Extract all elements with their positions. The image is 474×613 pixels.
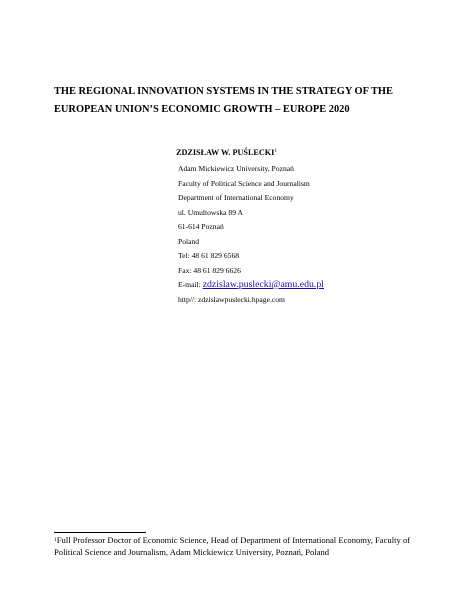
paper-title: THE REGIONAL INNOVATION SYSTEMS IN THE STRATEGY OF THE EUROPEAN UNION’S ECONOMIC GROWTH – EUROPE 2020 — [54, 86, 393, 115]
phone-number: Tel: 48 61 829 6568 — [178, 251, 240, 260]
author-name-text: ZDZISŁAW W. PUŚLECKI — [176, 148, 275, 157]
email-link[interactable]: zdzislaw.puslecki@amu.edu.pl — [202, 279, 324, 290]
footnote-separator — [54, 532, 146, 533]
address-street: ul. Umultowska 89 A — [178, 207, 243, 217]
author-contact-lines — [178, 162, 436, 307]
author-footnote-marker: 1 — [274, 149, 277, 154]
fax-number: Fax: 48 61 829 6626 — [178, 265, 241, 275]
footnote — [54, 535, 424, 558]
author-block — [176, 147, 436, 307]
affiliation-university: Adam Mickiewicz University, Poznań — [178, 164, 294, 173]
author-name — [176, 147, 436, 159]
affiliation-faculty: Faculty of Political Science and Journalism — [178, 178, 310, 188]
homepage-line: http//: zdzislawpuslecki.hpage.com — [178, 294, 285, 304]
email-label: E-mail: — [178, 280, 203, 289]
email-line — [178, 278, 436, 293]
footnote-marker: 1 — [54, 537, 57, 543]
address-country: Poland — [178, 236, 200, 246]
footnote-text: Full Professor Doctor of Economic Science, Head of Department of International Economy, Faculty of Political Science and Journalism, Adam Mickiewicz University, Poznań, Poland — [54, 535, 411, 557]
affiliation-department: Department of International Economy — [178, 193, 294, 202]
address-postal-city: 61-614 Poznań — [178, 222, 224, 231]
